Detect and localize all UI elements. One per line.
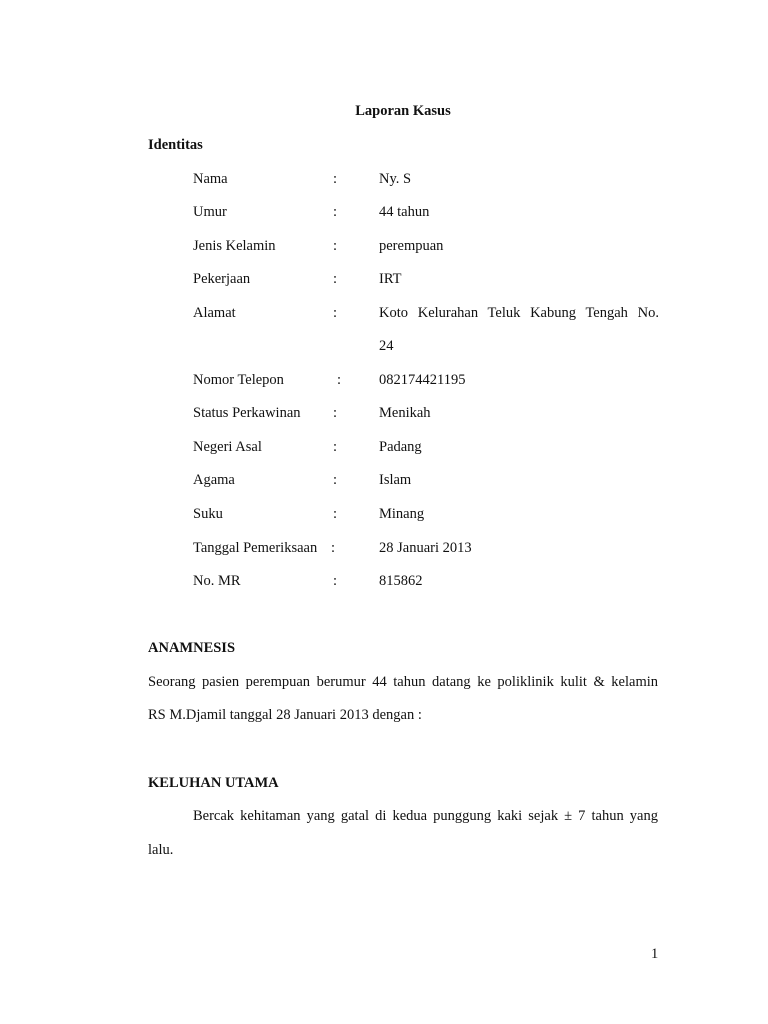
field-label: Suku <box>193 506 223 522</box>
field-label: Pekerjaan <box>193 271 251 287</box>
identity-row-alamat <box>0 305 768 325</box>
field-value: 44 tahun <box>379 204 430 220</box>
field-value: 28 Januari 2013 <box>379 540 472 556</box>
field-value: Ny. S <box>379 171 412 187</box>
field-value: 082174421195 <box>379 372 466 388</box>
field-value: IRT <box>379 271 402 287</box>
field-value: Islam <box>379 472 412 488</box>
identity-row-negeri-asal <box>0 439 768 459</box>
field-label: Negeri Asal <box>193 439 262 455</box>
page-number: 1 <box>651 946 659 962</box>
field-colon: : <box>333 506 338 522</box>
field-colon: : <box>333 405 338 421</box>
identity-row-agama <box>0 472 768 492</box>
anamnesis-paragraph-line: RS M.Djamil tanggal 28 Januari 2013 dengan : <box>148 707 422 723</box>
field-label: Nomor Telepon <box>193 372 284 388</box>
field-label: Alamat <box>193 305 236 321</box>
identity-row-jenis-kelamin <box>0 238 768 258</box>
identity-row-nama <box>0 171 768 191</box>
identity-heading: Identitas <box>148 137 203 153</box>
document-title: Laporan Kasus <box>355 103 451 119</box>
field-label: Jenis Kelamin <box>193 238 276 254</box>
identity-row-nomor-telepon <box>0 372 768 392</box>
field-value: Koto Kelurahan Teluk Kabung Tengah No. <box>379 305 659 321</box>
identity-row-suku <box>0 506 768 526</box>
field-colon: : <box>333 439 338 455</box>
identity-row-umur <box>0 204 768 224</box>
field-label: Umur <box>193 204 227 220</box>
field-value: Minang <box>379 506 425 522</box>
chief-complaint-paragraph-line: lalu. <box>148 842 174 858</box>
chief-complaint-paragraph-line: Bercak kehitaman yang gatal di kedua punggung kaki sejak ± 7 tahun yang <box>193 808 658 824</box>
field-label: No. MR <box>193 573 241 589</box>
field-colon: : <box>333 204 338 220</box>
identity-row-pekerjaan <box>0 271 768 291</box>
identity-row-alamat-continued <box>0 338 768 358</box>
identity-row-tanggal-pemeriksaan <box>0 540 768 560</box>
anamnesis-paragraph-line: Seorang pasien perempuan berumur 44 tahun datang ke poliklinik kulit & kelamin <box>148 674 658 690</box>
field-label: Nama <box>193 171 228 187</box>
field-colon: : <box>333 573 338 589</box>
identity-row-status-perkawinan <box>0 405 768 425</box>
chief-complaint-heading: KELUHAN UTAMA <box>148 775 279 791</box>
field-value-continued: 24 <box>379 338 394 354</box>
anamnesis-heading: ANAMNESIS <box>148 640 236 656</box>
field-label: Status Perkawinan <box>193 405 301 421</box>
field-value: 815862 <box>379 573 423 589</box>
field-colon: : <box>333 472 338 488</box>
field-value: perempuan <box>379 238 444 254</box>
field-value: Menikah <box>379 405 431 421</box>
field-colon: : <box>333 238 338 254</box>
field-label: Agama <box>193 472 235 488</box>
field-colon: : <box>333 271 338 287</box>
field-label: Tanggal Pemeriksaan <box>193 540 318 556</box>
field-value: Padang <box>379 439 422 455</box>
field-colon: : <box>333 171 338 187</box>
field-colon: : <box>331 540 336 556</box>
field-colon: : <box>337 372 342 388</box>
field-colon: : <box>333 305 338 321</box>
identity-row-no-mr <box>0 573 768 593</box>
